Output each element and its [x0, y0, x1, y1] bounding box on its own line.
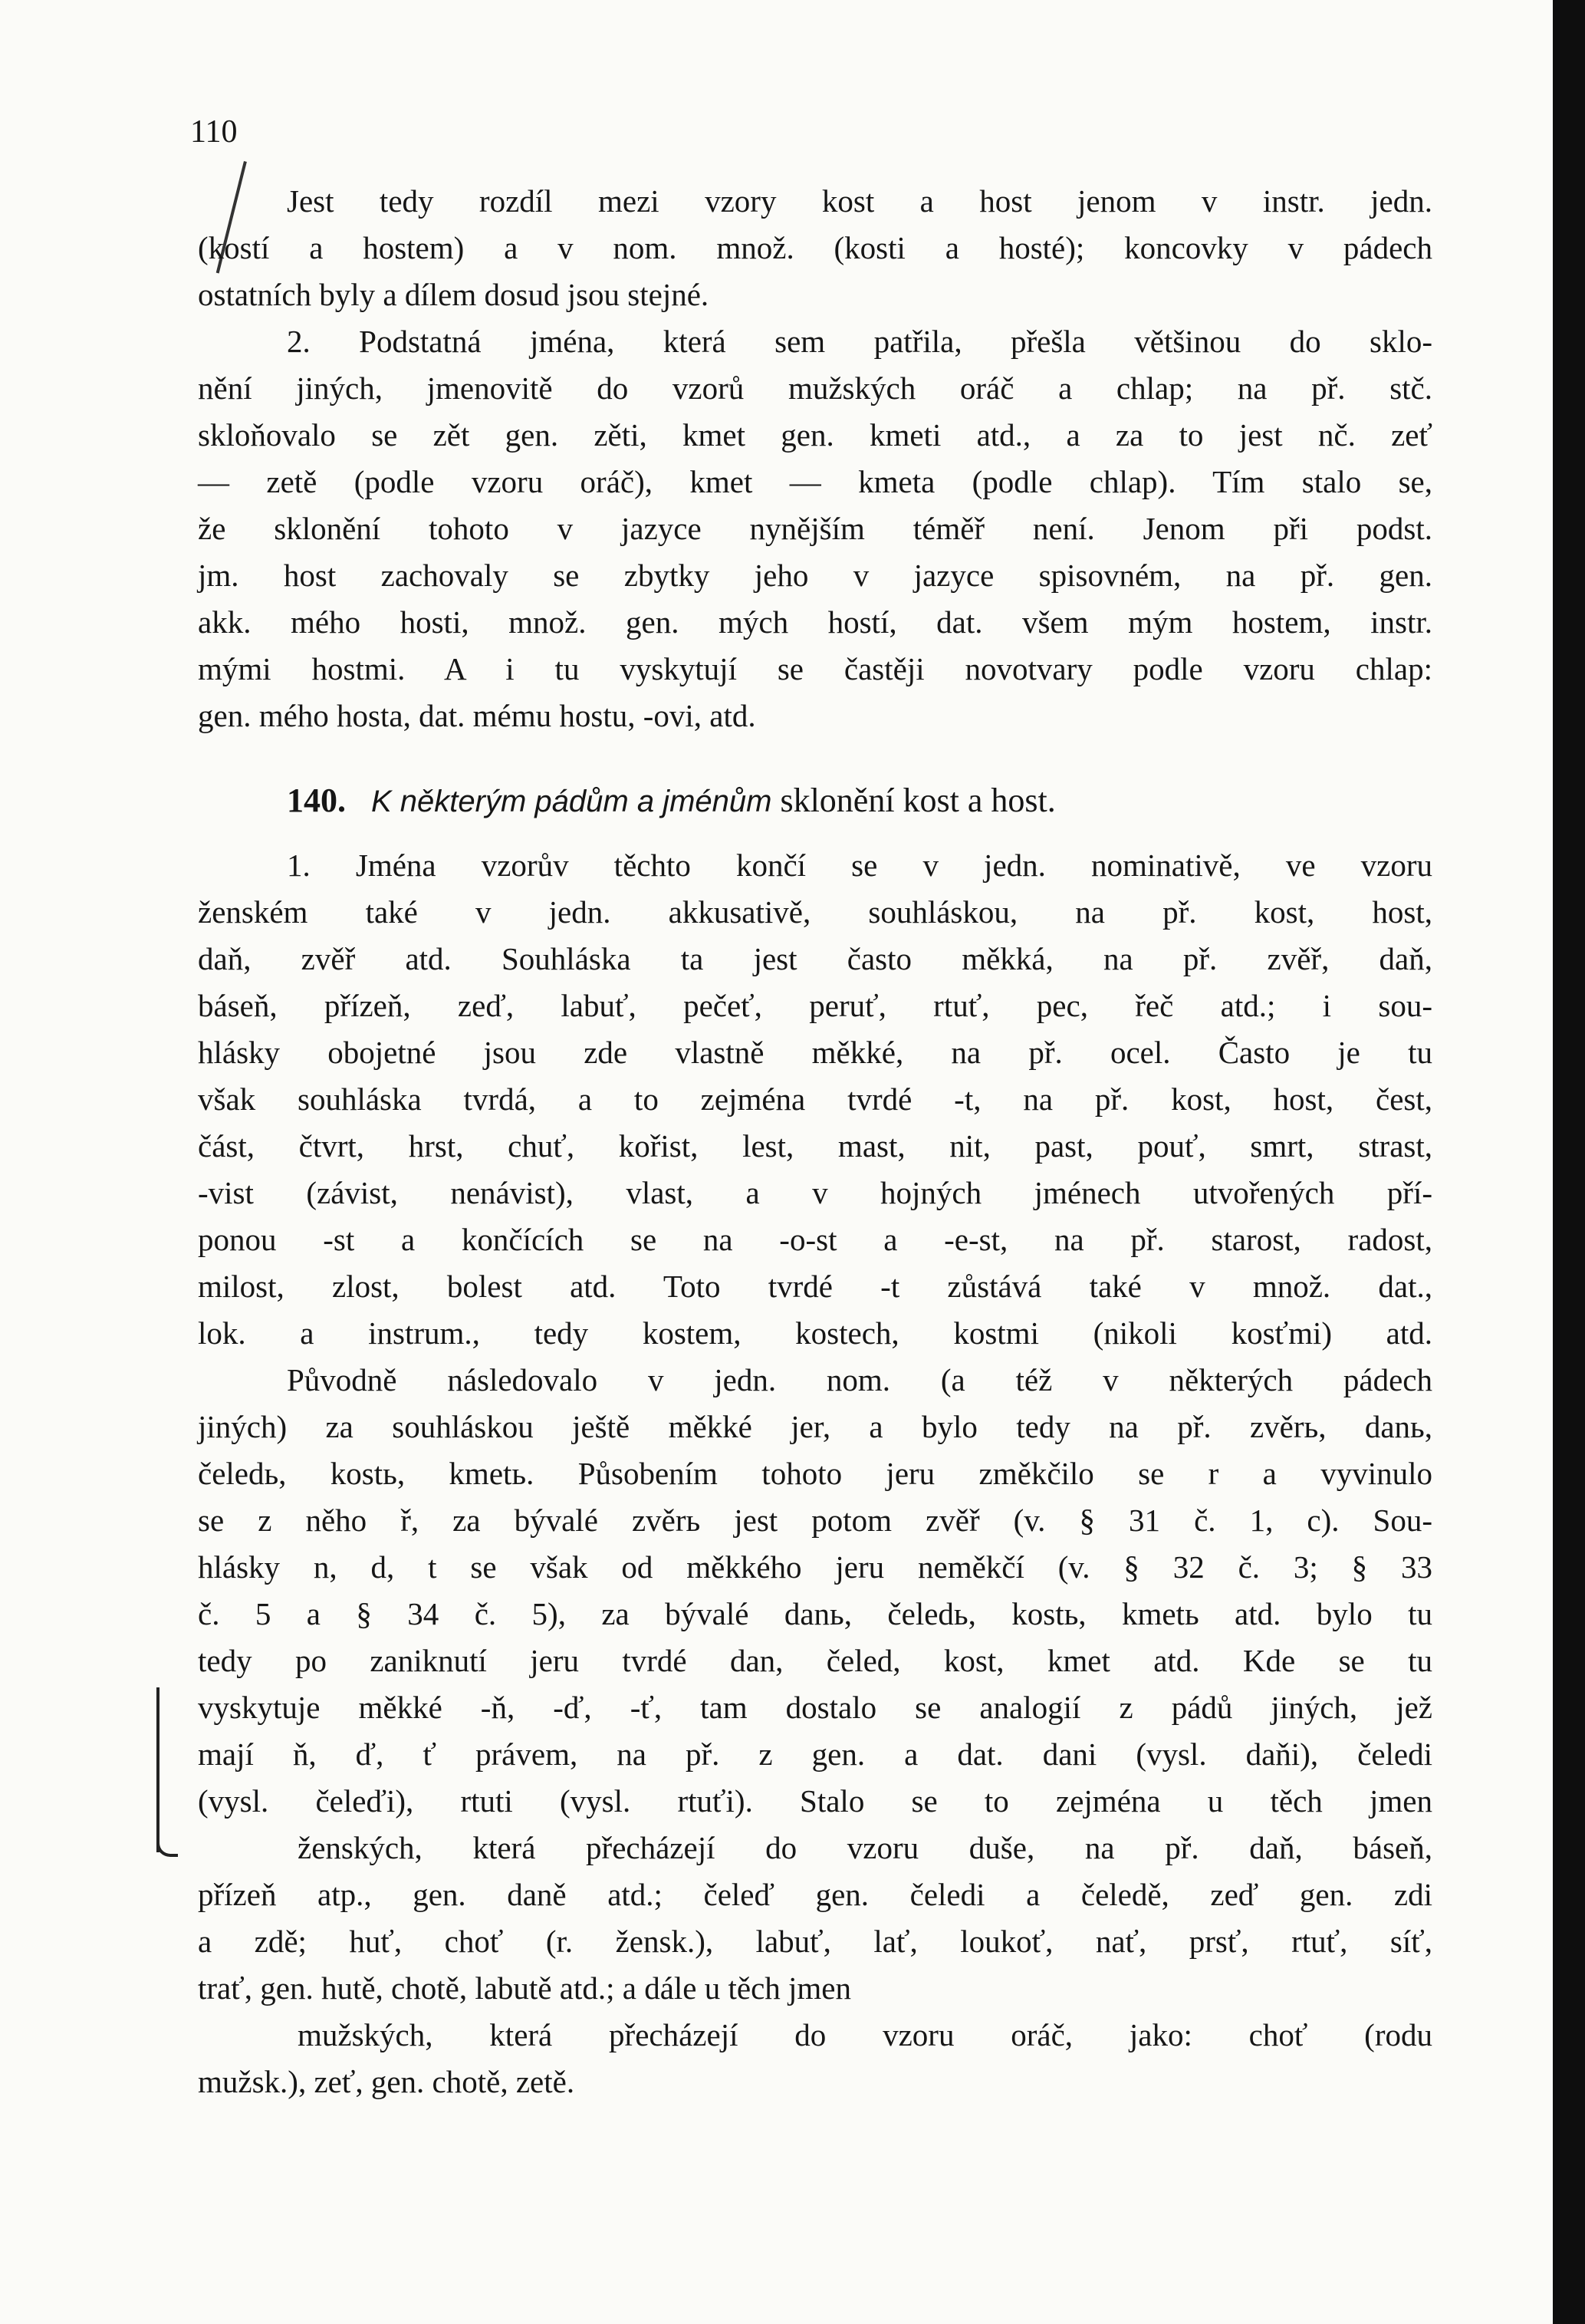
text-line: báseň, přízeň, zeď, labuť, pečeť, peruť, rtuť, pec, řeč atd.; i sou- [198, 988, 1432, 1023]
section-heading [198, 776, 1432, 825]
text-line: nění jiných, jmenovitě do vzorů mužských oráč a chlap; na př. stč. [198, 370, 1432, 406]
text-line: hlásky obojetné jsou zde vlastně měkké, na př. ocel. Často je tu [198, 1035, 1432, 1070]
page-number: 110 [190, 114, 238, 150]
text-line: — zetě (podle vzoru oráč), kmet — kmeta (podle chlap). Tím stalo se, [198, 464, 1432, 499]
section-number: 140. [287, 782, 346, 819]
text-line: čeledь, kostь, kmetь. Působením tohoto jeru změkčilo se r a vyvinulo [198, 1456, 1432, 1491]
text-line: jm. host zachovaly se zbytky jeho v jazyce spisovném, na př. gen. [198, 558, 1432, 593]
text-line: se z něho ř, za bývalé zvěrь jest potom zvěř (v. § 31 č. 1, c). Sou- [198, 1503, 1432, 1538]
text-line: vyskytuje měkké -ň, -ď, -ť, tam dostalo se analogií z pádů jiných, jež [198, 1690, 1432, 1725]
text-line: mají ň, ď, ť právem, na př. z gen. a dat. dani (vysl. daňi), čeledi [198, 1736, 1432, 1772]
margin-bracket-mark [156, 1687, 159, 1852]
page-edge-shadow [1553, 0, 1585, 2324]
text-line: ponou -st a končících se na -o-st a -e-st, na př. starost, radost, [198, 1222, 1432, 1257]
text-line: 1. Jména vzorův těchto končí se v jedn. nominativě, ve vzoru [287, 848, 1432, 883]
text-line: mými hostmi. A i tu vyskytují se častěji novotvary podle vzoru chlap: [198, 651, 1432, 686]
text-line: že sklonění tohoto v jazyce nynějším téměř není. Jenom při podst. [198, 511, 1432, 546]
text-line: mužsk.), zeť, gen. chotě, zetě. [198, 2064, 575, 2099]
text-line: -vist (závist, nenávist), vlast, a v hojných jménech utvořených pří- [198, 1175, 1432, 1210]
text-line: Původně následovalo v jedn. nom. (a též v některých pádech [287, 1362, 1432, 1397]
text-line: (kostí a hostem) a v nom. množ. (kosti a hosté); koncovky v pádech [198, 230, 1432, 265]
text-line: a zdě; huť, choť (r. žensk.), labuť, lať, loukoť, nať, prsť, rtuť, síť, [198, 1924, 1432, 1959]
text-line: tedy po zaniknutí jeru tvrdé dan, čeled, kost, kmet atd. Kde se tu [198, 1643, 1432, 1678]
text-line: část, čtvrt, hrst, chuť, kořist, lest, mast, nit, past, pouť, smrt, strast, [198, 1128, 1432, 1164]
text-line: hlásky n, d, t se však od měkkého jeru neměkčí (v. § 32 č. 3; § 33 [198, 1549, 1432, 1585]
section-title-rest: sklonění kost a host. [780, 782, 1056, 819]
text-line: lok. a instrum., tedy kostem, kostech, kostmi (nikoli kosťmi) atd. [198, 1315, 1432, 1351]
text-line: trať, gen. hutě, chotě, labutě atd.; a dále u těch jmen [198, 1970, 851, 2006]
text-line: daň, zvěř atd. Souhláska ta jest často měkká, na př. zvěř, daň, [198, 941, 1432, 976]
text-line: jiných) za souhláskou ještě měkké jer, a bylo tedy na př. zvěrь, danь, [198, 1409, 1432, 1444]
text-line: přízeň atp., gen. daně atd.; čeleď gen. čeledi a čeledě, zeď gen. zdi [198, 1877, 1432, 1912]
text-line: mužských, která přecházejí do vzoru oráč, jako: choť (rodu [298, 2017, 1432, 2052]
text-block [198, 178, 1432, 2105]
text-line: akk. mého hosti, množ. gen. mých hostí, dat. všem mým hostem, instr. [198, 604, 1432, 640]
text-line: č. 5 a § 34 č. 5), za bývalé danь, čeledь, kostь, kmetь atd. bylo tu [198, 1596, 1432, 1631]
text-line: ženském také v jedn. akkusativě, souhláskou, na př. kost, host, [198, 894, 1432, 930]
text-line: ženských, která přecházejí do vzoru duše, na př. daň, báseň, [298, 1830, 1432, 1865]
text-line: milost, zlost, bolest atd. Toto tvrdé -t zůstává také v množ. dat., [198, 1269, 1432, 1304]
text-line: ostatních byly a dílem dosud jsou stejné. [198, 277, 709, 312]
text-line: gen. mého hosta, dat. mému hostu, -ovi, atd. [198, 698, 756, 733]
text-line: skloňovalo se zět gen. zěti, kmet gen. kmeti atd., a za to jest nč. zeť [198, 417, 1432, 453]
text-line: (vysl. čeleďi), rtuti (vysl. rtuťi). Stalo se to zejména u těch jmen [198, 1783, 1432, 1819]
text-line: 2. Podstatná jména, která sem patřila, přešla většinou do sklo- [287, 324, 1432, 359]
text-line: však souhláska tvrdá, a to zejména tvrdé -t, na př. kost, host, čest, [198, 1081, 1432, 1117]
text-line: Jest tedy rozdíl mezi vzory kost a host jenom v instr. jedn. [287, 183, 1432, 219]
section-title: K některým pádům a jménům [371, 785, 772, 818]
